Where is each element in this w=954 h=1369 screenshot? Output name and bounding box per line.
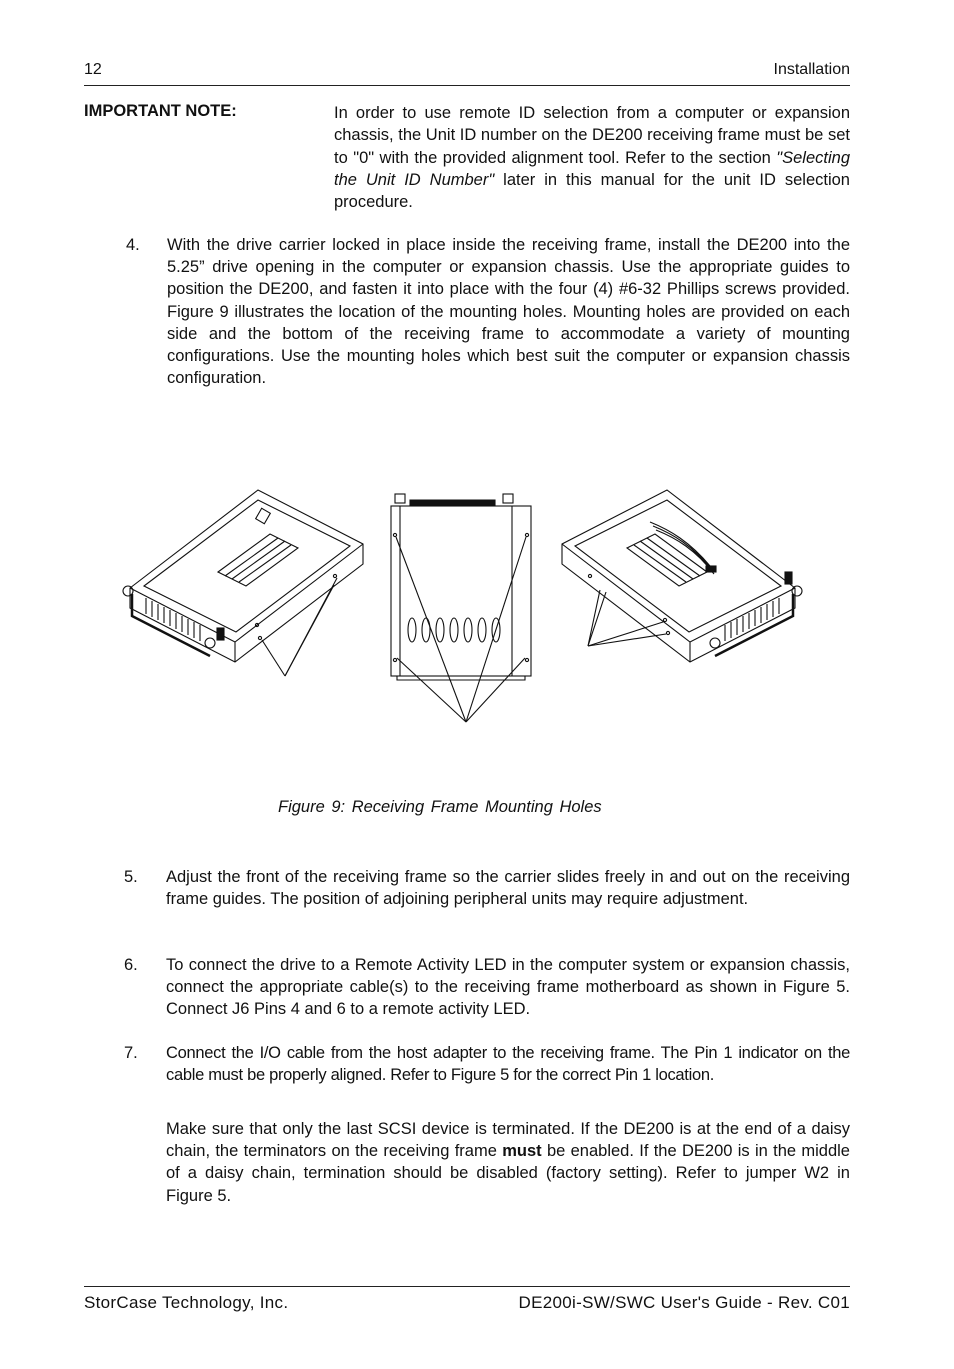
note-text-italic: "Selecting the Unit ID Number"	[334, 148, 850, 189]
page-number: 12	[84, 61, 102, 78]
step-text: With the drive carrier locked in place inside the receiving frame, install the DE200 into the 5.25” drive opening in the computer or expansion chassis. Use the appropriate guides to position the DE200, and fasten it into place with the four (4) #6-32 Phillips screws provided. Figure 9 illustrates the location of the mounting holes. Mounting holes are provided on each side and the bottom of the receiving frame to accommodate a variety of mounting configurations. Use the mounting holes which best suit the computer or expansion chassis configuration.	[167, 236, 850, 388]
step-number: 7.	[124, 1044, 138, 1062]
page-header	[84, 61, 850, 86]
note-text-part-2: later in this manual for the unit ID selection procedure.	[334, 170, 850, 212]
note-text-part-1: In order to use remote ID selection from a computer or expansion chassis, the Unit ID number on the DE200 receiving frame must be set to "0" with the provided alignment tool. Refer to the section	[334, 104, 850, 167]
mounting-holes-drawing	[110, 480, 830, 730]
step-number: 4.	[126, 236, 140, 254]
footer-company: StorCase Technology, Inc.	[84, 1293, 289, 1312]
important-note-text	[334, 102, 850, 213]
page-footer	[84, 1286, 850, 1317]
section-title: Installation	[773, 61, 850, 78]
scsi-note-text	[166, 1118, 850, 1207]
step-text: Adjust the front of the receiving frame so the carrier slides freely in and out on the receiving frame guides. The position of adjoining peripheral units may require adjustment.	[166, 868, 850, 909]
step-text: Connect the I/O cable from the host adapter to the receiving frame. The Pin 1 indicator on the cable must be properly aligned. Refer to Figure 5 for the correct Pin 1 location.	[166, 1044, 850, 1085]
footer-document-title: DE200i-SW/SWC User's Guide - Rev. C01	[518, 1293, 850, 1312]
right-frame-view	[562, 490, 802, 662]
middle-frame-slots	[408, 618, 500, 642]
figure-9-illustration	[110, 480, 830, 730]
figure-caption: Figure 9: Receiving Frame Mounting Holes	[278, 798, 602, 816]
step-number: 6.	[124, 956, 138, 974]
left-frame-view	[123, 490, 363, 676]
scsi-note-emphasis: must	[502, 1142, 542, 1161]
important-note-label: IMPORTANT NOTE:	[84, 102, 237, 120]
step-text: To connect the drive to a Remote Activity LED in the computer system or expansion chassis, connect the appropriate cable(s) to the receiving frame motherboard as shown in Figure 5. Connect J6 Pins 4 and 6 to a remote activity LED.	[166, 956, 850, 1019]
step-number: 5.	[124, 868, 138, 886]
scsi-note-part-1: Make sure that only the last SCSI device is terminated. If the DE200 is at the end of a daisy chain, the terminators on the receiving frame	[166, 1120, 850, 1161]
middle-frame-view	[391, 494, 531, 722]
scsi-note-part-2: be enabled. If the DE200 is in the middle of a daisy chain, termination should be disabled (factory setting). Refer to jumper W2 in Figure 5.	[166, 1142, 850, 1205]
